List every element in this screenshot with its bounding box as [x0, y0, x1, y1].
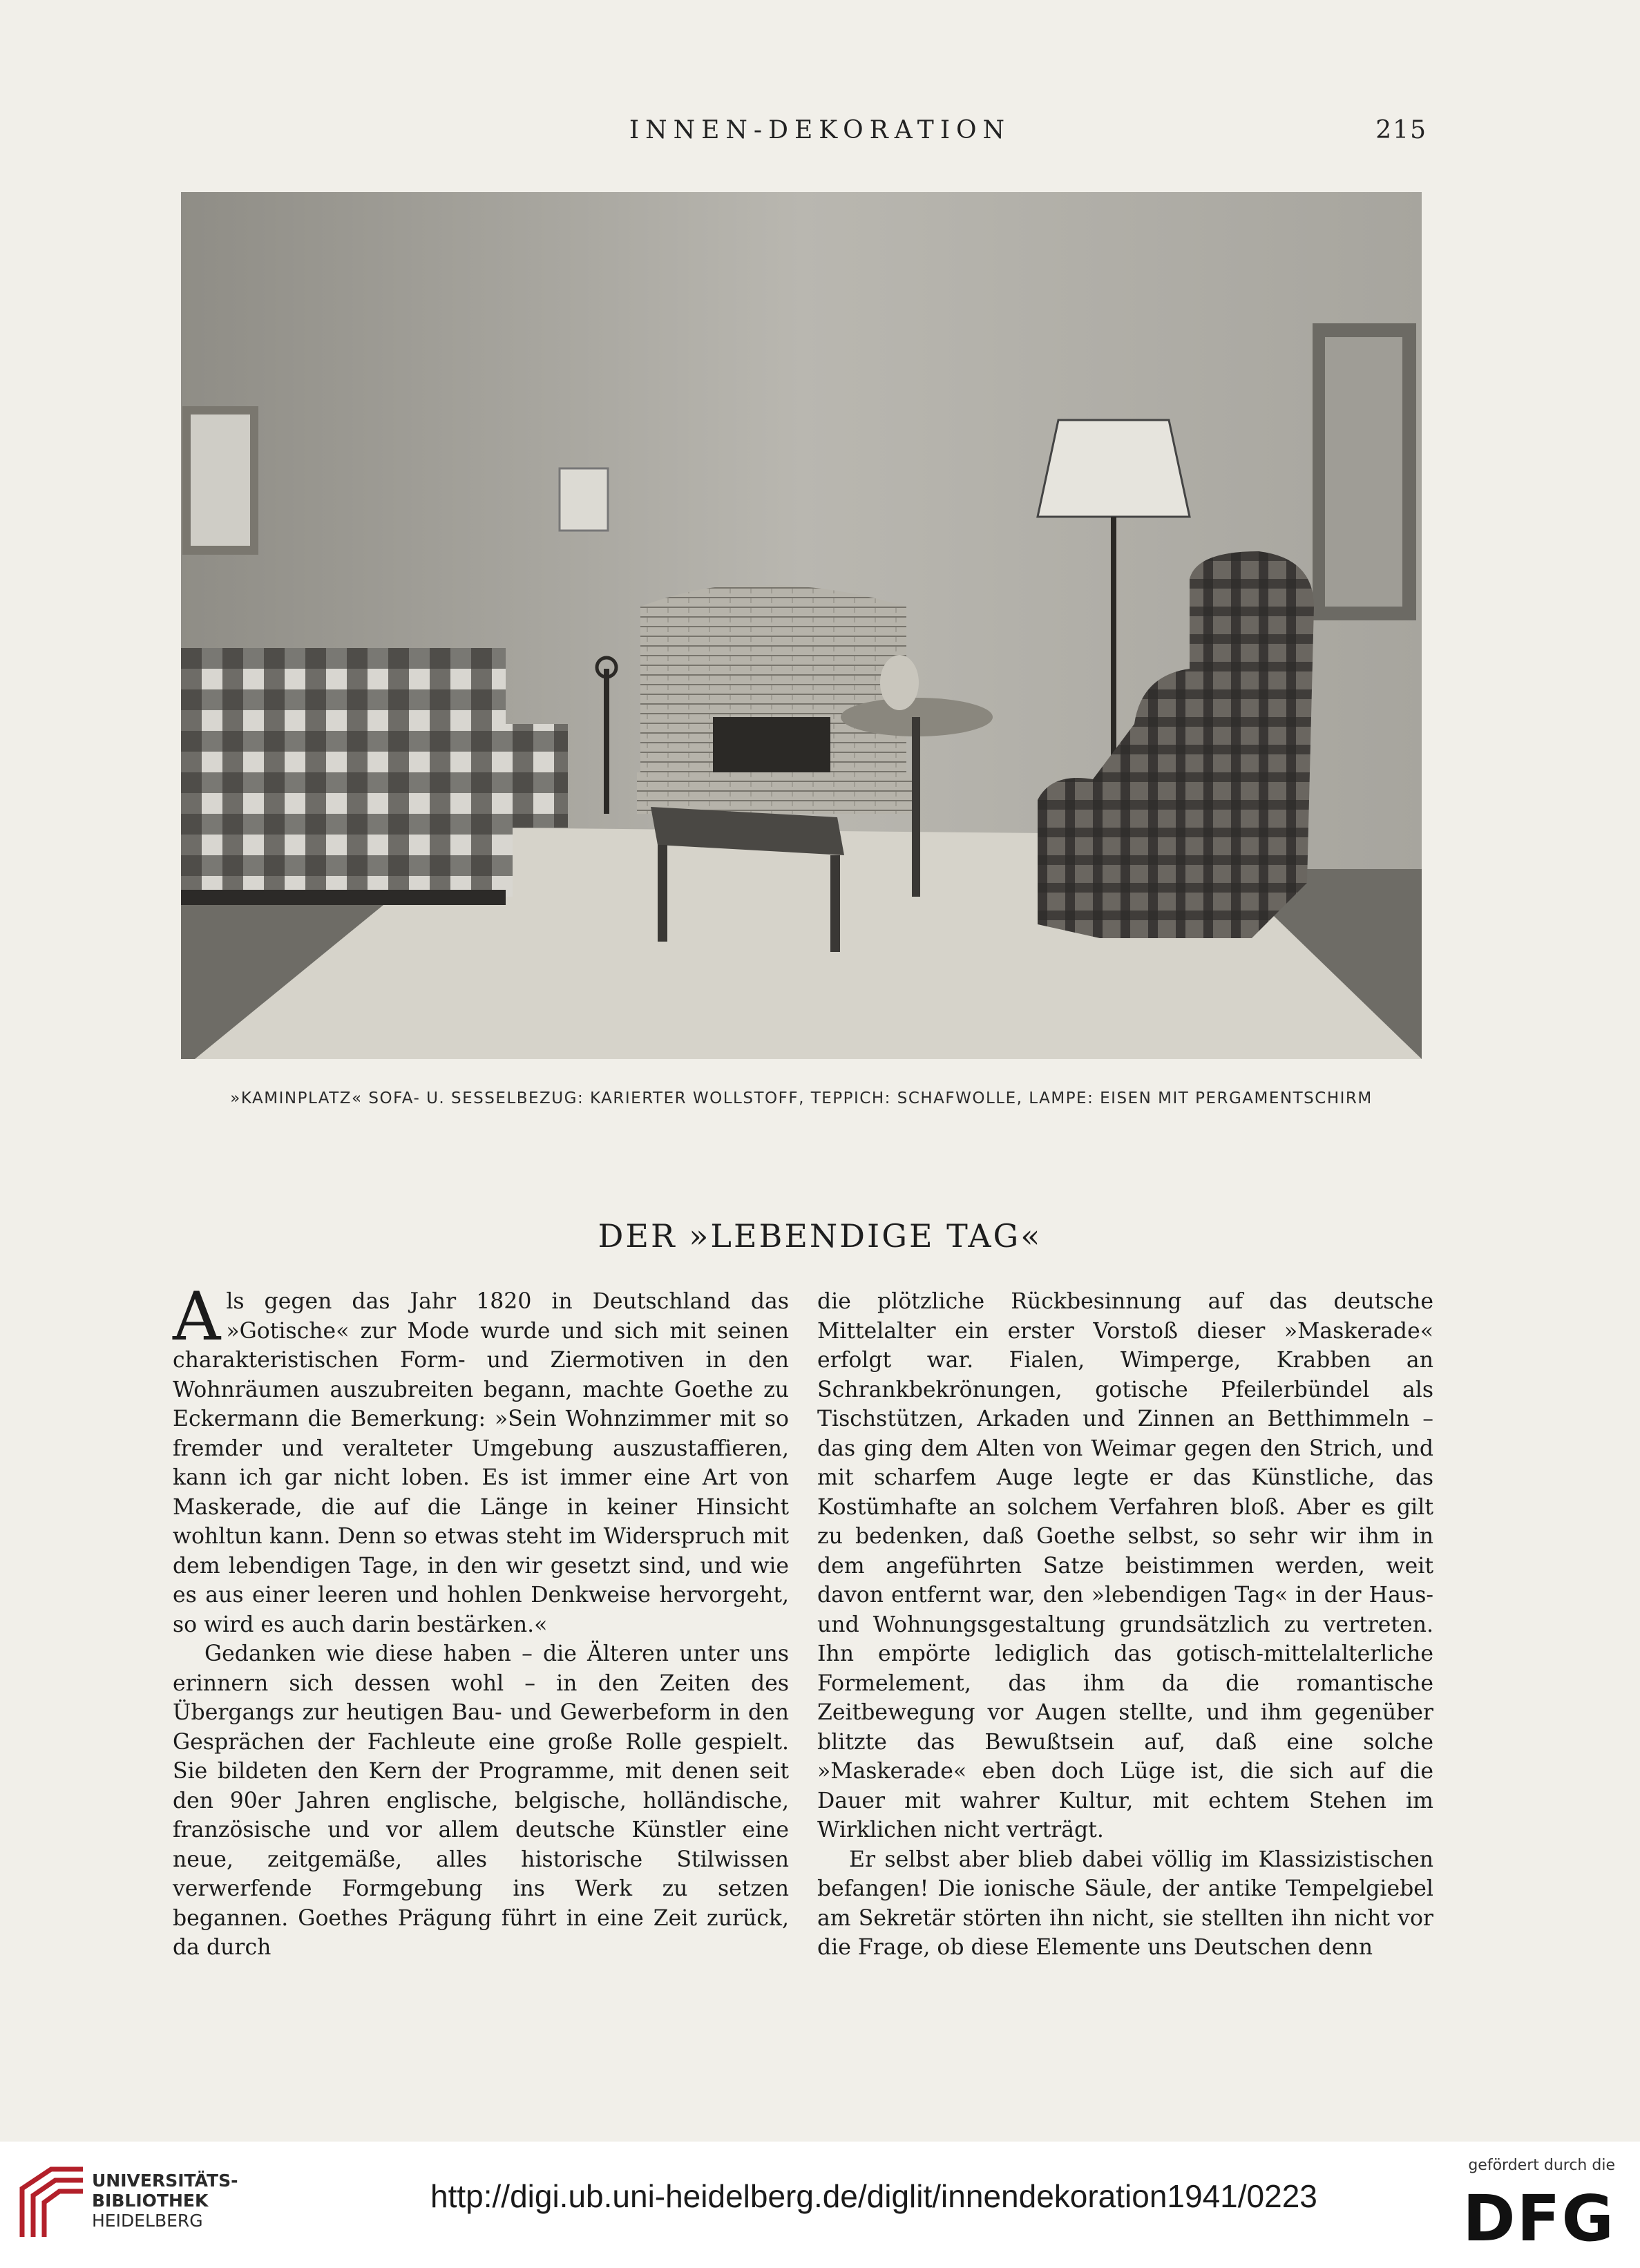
paragraph	[173, 1278, 789, 1639]
library-name	[92, 2171, 238, 2231]
page-number: 215	[1375, 116, 1427, 144]
photo-caption: »KAMINPLATZ« SOFA- U. SESSELBEZUG: KARIERTER WOLLSTOFF, TEPPICH: SCHAFWOLLE, LAMPE: EISEN MIT PERGAMENTSCHIRM	[230, 1089, 1373, 1107]
paragraph-text: ls gegen das Jahr 1820 in Deutschland das »Gotische« zur Mode wurde und sich mit seinen charakteristischen Form- und Ziermotiven in den Wohnräumen auszubreiten begann, machte Goethe zu Eckermann die Bemerkung: »Sein Wohnzimmer mit so fremder und veralteter Umgebung auszustaffieren, kann ich gar nicht loben. Es ist immer eine Art von Maskerade, die auf die Länge in keiner Hinsicht wohltun kann. Denn so etwas steht im Widerspruch mit dem lebendigen Tage, in den wir gesetzt sind, und wie es aus einer leeren und hohlen Denkweise hervorgeht, so wird es auch darin bestärken.«	[173, 1289, 789, 1637]
photo-illustration	[181, 192, 1422, 1059]
library-logo-icon	[15, 2162, 90, 2244]
paragraph: die plötzliche Rückbesinnung auf das deutsche Mittelalter ein erster Vorstoß dieser »Maskerade« erfolgt war. Fialen, Wimperge, Krabben an Schrankbekrönungen, gotische Pfeilerbündel als Tischstützen, Arkaden und Zinnen an Betthimmeln – das ging dem Alten von Weimar gegen den Strich, und mit scharfem Auge legte er das Künstliche, das Kostümhafte an solchem Verfahren bloß. Aber es gilt zu bedenken, daß Goethe selbst, so sehr wir ihm in dem angeführten Satze beistimmen werden, weit davon entfernt war, den »lebendigen Tag« in der Haus- und Wohnungsgestaltung grundsätzlich zu vertreten. Ihn empörte lediglich das gotisch-mittelalterliche Formelement, das ihm da die romantische Zeitbewegung vor Augen stellte, und ihm gegenüber blitzte das Bewußtsein auf, daß eine solche »Maskerade« eben doch Lüge ist, die sich auf die Dauer mit wahrer Kultur, mit echtem Stehen im Wirklichen nicht verträgt.	[817, 1289, 1433, 1842]
footer-bar	[0, 2142, 1640, 2268]
funding-note: gefördert durch die	[1468, 2157, 1615, 2174]
text-column-left	[173, 1278, 789, 1963]
paragraph: Er selbst aber blieb dabei völlig im Klassizistischen befangen! Die ionische Säule, der antike Tempelgiebel am Sekretär störten ihn nicht, sie stellten ihn nicht vor die Frage, ob diese Elemente uns Deutschen denn	[817, 1847, 1433, 1960]
running-header	[0, 116, 1640, 151]
drop-cap: A	[173, 1278, 221, 1355]
interior-photograph	[181, 192, 1422, 1059]
text-column-right	[817, 1287, 1433, 1963]
dfg-logo: DFG	[1462, 2182, 1615, 2256]
permalink-url[interactable]: http://digi.ub.uni-heidelberg.de/diglit/innendekoration1941/0223	[430, 2178, 1317, 2214]
library-name-line1: UNIVERSITÄTS-	[92, 2171, 238, 2191]
article-title: DER »LEBENDIGE TAG«	[598, 1217, 1042, 1255]
library-name-line3: HEIDELBERG	[92, 2211, 203, 2231]
paragraph: Gedanken wie diese haben – die Älteren unter uns erinnern sich dessen wohl – in den Zeiten des Übergangs zur heutigen Bau- und Gewerbeform in den Gesprächen der Fachleute eine große Rolle gespielt. Sie bildeten den Kern der Programme, mit denen seit den 90er Jahren englische, belgische, holländische, französische und vor allem deutsche Künstler eine neue, zeitgemäße, alles historische Stilwissen verwerfende Formgebung ins Werk zu setzen begannen. Goethes Prägung führt in eine Zeit zurück, da durch	[173, 1641, 789, 1960]
running-title: INNEN-DEKORATION	[629, 116, 1011, 144]
library-name-line2: BIBLIOTHEK	[92, 2191, 209, 2211]
